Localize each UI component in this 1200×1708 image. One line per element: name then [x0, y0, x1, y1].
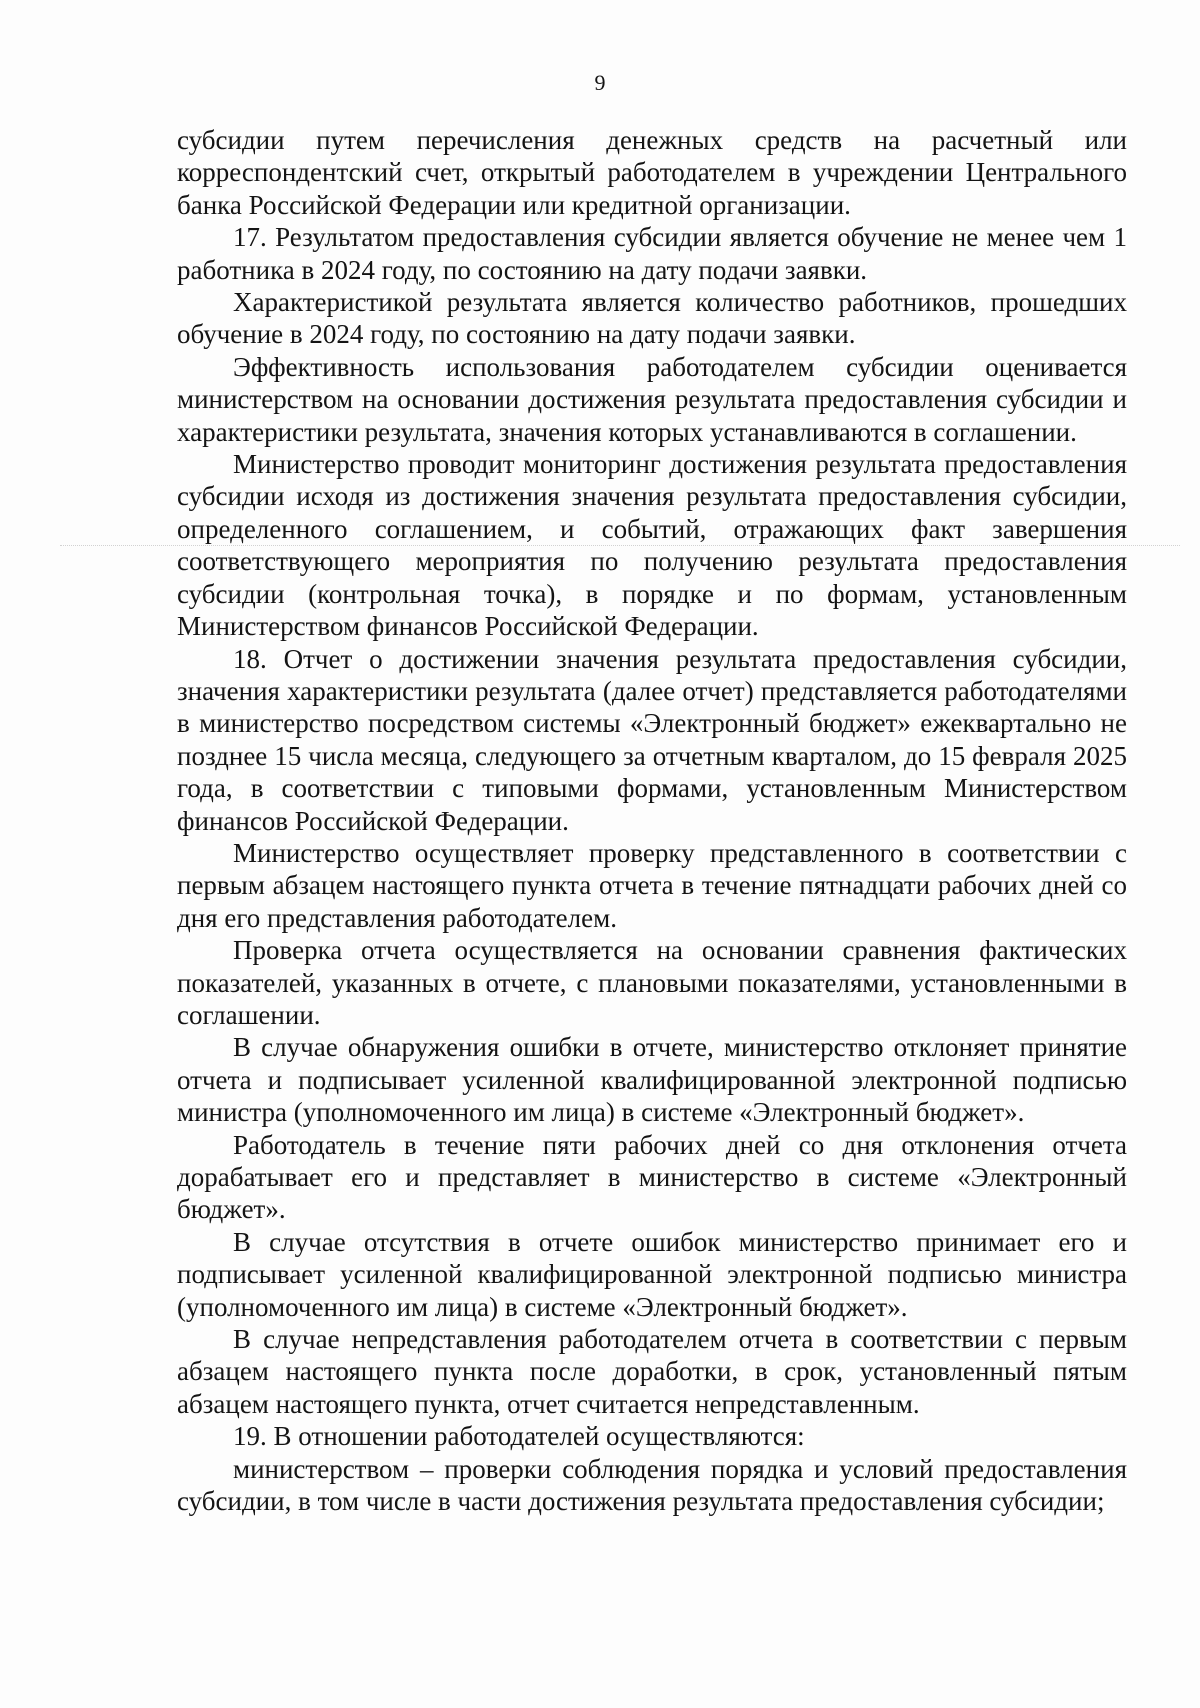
- paragraph-result-characteristic: Характеристикой результата является количество работников, прошедших обучение в 2024 году, по состоянию на дату подачи заявки.: [177, 287, 1127, 350]
- paragraph-clause-17: 17. Результатом предоставления субсидии является обучение не менее чем 1 работника в 2024 году, по состоянию на дату подачи заявки.: [177, 222, 1127, 285]
- document-body: [177, 124, 1127, 1517]
- paragraph-no-errors: В случае отсутствия в отчете ошибок министерство принимает его и подписывает усиленной квалифицированной электронной подписью министра (уполномоченного им лица) в системе «Электронный бюджет».: [177, 1226, 1127, 1322]
- paragraph-not-submitted: В случае непредставления работодателем отчета в соответствии с первым абзацем настоящего пункта после доработки, в срок, установленный пятым абзацем настоящего пункта, отчет считается непредставленным.: [177, 1324, 1127, 1419]
- paragraph-report-check: Министерство осуществляет проверку представленного в соответствии с первым абзацем настоящего пункта отчета в течение пятнадцати рабочих дней со дня его представления работодателем.: [177, 837, 1127, 933]
- paragraph-error-case: В случае обнаружения ошибки в отчете, министерство отклоняет принятие отчета и подписывает усиленной квалифицированной электронной подписью министра (уполномоченного им лица) в системе «Электронный бюджет».: [177, 1032, 1127, 1128]
- paragraph-clause-18: 18. Отчет о достижении значения результата предоставления субсидии, значения характеристики результата (далее отчет) представляется работодателями в министерство посредством системы «Электронный бюджет» ежеквартально не позднее 15 числа месяца, следующего за отчетным кварталом, до 15 февраля 2025 года, в соответствии с типовыми формами, установленным Министерством финансов Российской Федерации.: [177, 643, 1127, 836]
- paragraph-check-basis: Проверка отчета осуществляется на основании сравнения фактических показателей, указанных в отчете, с плановыми показателями, установленными в соглашении.: [177, 935, 1127, 1030]
- page-number: 9: [594, 70, 606, 95]
- paragraph-rework: Работодатель в течение пяти рабочих дней со дня отклонения отчета дорабатывает его и представляет в министерство в системе «Электронный бюджет».: [177, 1129, 1127, 1225]
- paragraph-clause-19: 19. В отношении работодателей осуществляются:: [233, 1421, 805, 1452]
- paragraph-efficiency: Эффективность использования работодателем субсидии оценивается министерством на основании достижения результата предоставления субсидии и характеристики результата, значения которых устанавливаются в соглашении.: [177, 351, 1127, 447]
- paragraph-monitoring: Министерство проводит мониторинг достижения результата предоставления субсидии исходя из достижения значения результата предоставления субсидии, определенного соглашением, и событий, отражающих факт завершения соответствующего мероприятия по получению результата предоставления субсидии (контрольная точка), в порядке и по формам, установленным Министерством финансов Российской Федерации.: [177, 449, 1127, 642]
- paragraph-continuation: субсидии путем перечисления денежных средств на расчетный или корреспондентский счет, открытый работодателем в учреждении Центрального банка Российской Федерации или кредитной организации.: [177, 125, 1127, 220]
- paragraph-ministry-checks: министерством – проверки соблюдения порядка и условий предоставления субсидии, в том числе в части достижения результата предоставления субсидии;: [177, 1453, 1127, 1517]
